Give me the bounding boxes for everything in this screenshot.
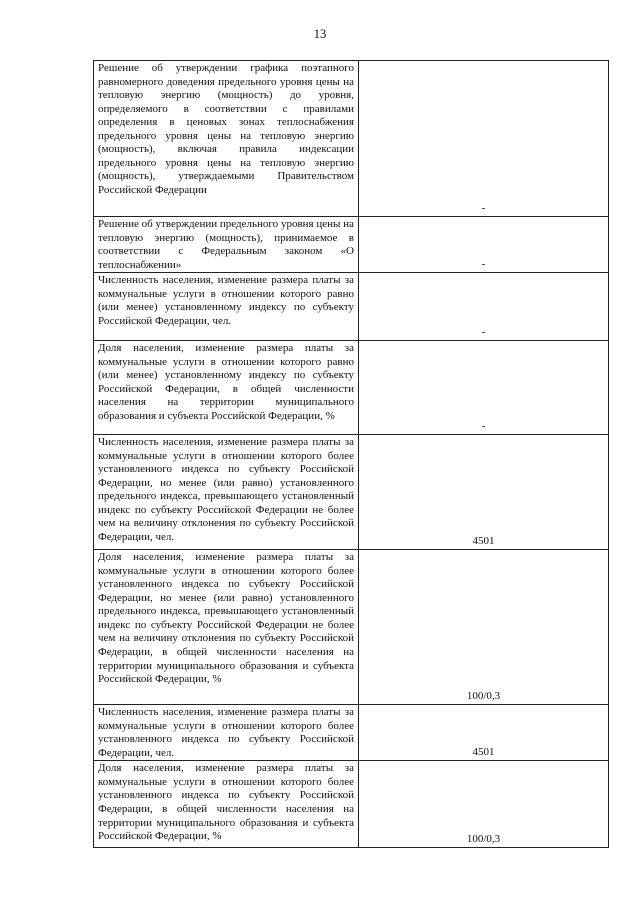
row-description: Решение об утверждении графика поэтапного равномерного доведения предельного уровня цены на тепловую энергию (мощность) до уровня, определяемого в соответствии с правилами определения в ценовых зонах теплоснабжения предельного уровня цены на тепловую энергию (мощность), включая правила индексации предельного уровня цены на тепловую энергию (мощность), утверждаемыми Правительством Российской Федерации: [94, 61, 359, 217]
row-value: 4501: [472, 535, 495, 548]
row-description: Численность населения, изменение размера платы за коммунальные услуги в отношении которого равно (или менее) установленному индексу по субъекту Российской Федерации, чел.: [94, 273, 359, 341]
row-description: Решение об утверждении предельного уровня цены на тепловую энергию (мощность), принимаемое в соответствии с Федеральным законом «О теплоснабжении»: [94, 217, 359, 273]
row-description: Численность населения, изменение размера платы за коммунальные услуги в отношении которого более установленного индекса по субъекту Российской Федерации, чел.: [94, 705, 359, 761]
row-description: Доля населения, изменение размера платы за коммунальные услуги в отношении которого более установленного индекса по субъекту Российской Федерации, но менее (или равно) установленного предельного индекса, превышающего установленный индекс по субъекту Российской Федерации не более чем на величину отклонения по субъекту Российской Федерации, в общей численности населения на территории муниципального образования и субъекта Российской Федерации, %: [94, 550, 359, 705]
table-row: [94, 705, 609, 761]
table-row: [94, 341, 609, 435]
row-value: 4501: [472, 746, 495, 759]
table-row: [94, 550, 609, 705]
row-value: -: [481, 202, 486, 214]
table-row: [94, 761, 609, 848]
row-value-cell: [359, 761, 609, 848]
row-value-cell: [359, 217, 609, 273]
row-value-cell: [359, 435, 609, 550]
row-value-cell: [359, 550, 609, 705]
row-value: -: [481, 420, 486, 433]
row-value-cell: [359, 273, 609, 341]
table-row: [94, 435, 609, 550]
row-value: 100/0,3: [466, 833, 501, 846]
row-value-cell: [359, 61, 609, 217]
table-row: [94, 217, 609, 273]
row-description: Численность населения, изменение размера платы за коммунальные услуги в отношении которого более установленного индекса по субъекту Российской Федерации, но менее (или равно) установленного предельного индекса, превышающего установленный индекс по субъекту Российской Федерации не более чем на величину отклонения по субъекту Российской Федерации, чел.: [94, 435, 359, 550]
row-value-cell: [359, 341, 609, 435]
row-value: -: [481, 258, 486, 271]
table-row: [94, 61, 609, 217]
indicator-table: [93, 60, 609, 848]
row-description: Доля населения, изменение размера платы за коммунальные услуги в отношении которого равно (или менее) установленному индексу по субъекту Российской Федерации, в общей численности населения на территории муниципального образования и субъекта Российской Федерации, %: [94, 341, 359, 435]
row-value-cell: [359, 705, 609, 761]
page-number: 13: [313, 27, 327, 41]
row-value: -: [481, 326, 486, 339]
table-row: [94, 273, 609, 341]
row-description: Доля населения, изменение размера платы за коммунальные услуги в отношении которого более установленного индекса по субъекту Российской Федерации, в общей численности населения на территории муниципального образования и субъекта Российской Федерации, %: [94, 761, 359, 848]
row-value: 100/0,3: [466, 690, 501, 703]
